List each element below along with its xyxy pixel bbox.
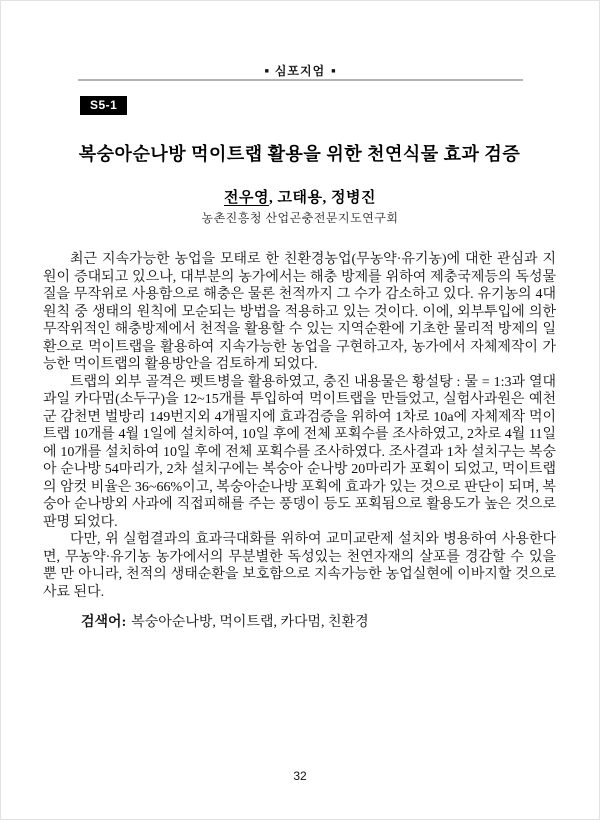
- author: 정병진: [330, 190, 376, 206]
- abstract-paragraph-3: 다만, 위 실험결과의 효과극대화를 위하여 교미교란제 설치와 병용하여 사용한다면, 무농약·유기농 농가에서의 무분별한 독성있는 천연자재의 살포를 경감할 수 있을 뿐 만 아니라, 천적의 생태순환을 보호함으로 지속가능한 농업실현에 이바지할 것으로 사료 된다.: [43, 532, 556, 600]
- keywords-label: 검색어:: [81, 615, 127, 630]
- abstract-paragraph-2: 트랩의 외부 골격은 펫트병을 활용하였고, 충진 내용물은 황설탕 : 물 = 1:3과 열대과일 카다멈(소두구)을 12~15개를 투입하여 먹이트랩을 만들었고, 실험사과원은 예천군 감천면 벌방리 149번지외 4개필지에 효과검증을 위하여 1차로 10a에 자체제작 먹이트랩 10개를 4월 1일에 설치하여, 10일 후에 전체 포획수를 조사하였고, 2차로 4월 11일에 10개를 설치하여 10일 후에 전체 포획수를 조사하였다. 조사결과 1차 설치구는 복숭아 순나방 54마리가, 2차 설치구에는 복숭아 순나방 20마리가 포획이 되었고, 먹이트랩의 암컷 비율은 36~66%이고, 복숭아순나방 포획에 효과가 있는 것으로 판단이 되며, 복숭아 순나방외 사과에 직접피해를 주는 풍뎅이 등도 포획됨으로 활용도가 높은 것으로 판명 되었다.: [43, 374, 556, 530]
- author-separator: ,: [269, 190, 278, 206]
- author-list: [1, 186, 599, 207]
- running-head-label: 심포지엄: [274, 64, 326, 78]
- abstract-body: [43, 251, 556, 601]
- keywords-text: 복숭아순나방, 먹이트랩, 카다멈, 친환경: [131, 615, 369, 630]
- square-bullet-icon: ■: [264, 68, 269, 75]
- author-separator: ,: [322, 190, 331, 206]
- running-head: [1, 62, 599, 79]
- session-code-badge: S5-1: [80, 96, 127, 115]
- header-rule: [78, 79, 523, 81]
- abstract-paragraph-1: 최근 지속가능한 농업을 모태로 한 친환경농업(무농약·유기농)에 대한 관심과 지원이 증대되고 있으나, 대부분의 농가에서는 해충 방제를 위하여 제충국제등의 독성물질을 무작위로 사용함으로 해충은 물론 천적까지 그 수가 감소하고 있다. 유기농의 4대 원칙 중 생태의 원칙에 모순되는 방법을 적용하고 있는 것이다. 이에, 외부투입에 의한 무작위적인 해충방제에서 천적을 활용할 수 있는 지역순환에 기초한 물리적 방제의 일환으로 먹이트랩을 활용하여 지속가능한 농업을 구현하고자, 농가에서 자체제작이 가능한 먹이트랩의 활용방안을 검토하게 되었다.: [43, 252, 556, 372]
- keywords-line: [81, 611, 556, 631]
- paper-title: 복숭아순나방 먹이트랩 활용을 위한 천연식물 효과 검증: [78, 144, 521, 165]
- author-presenting: 전우영: [224, 190, 269, 206]
- square-bullet-icon: ■: [331, 68, 336, 75]
- affiliation: 농촌진흥청 산업곤충전문지도연구회: [201, 211, 399, 225]
- author: 고태용: [277, 190, 323, 206]
- page-number: 32: [293, 769, 307, 783]
